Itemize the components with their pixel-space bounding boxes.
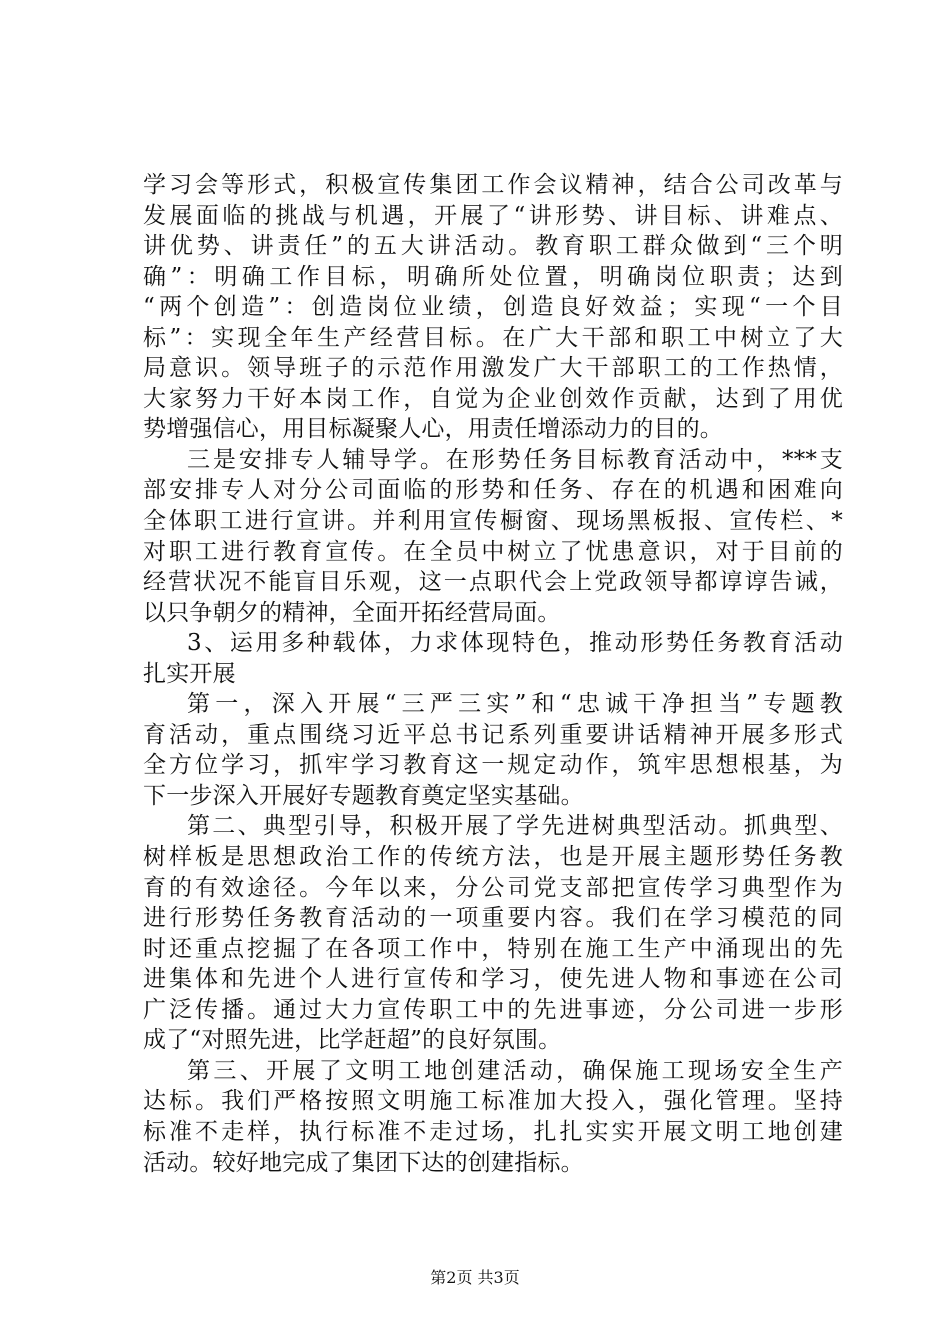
- paragraph-first-line: 第三、开展了文明工地创建活动，确保施工现场安全生产: [187, 1057, 843, 1084]
- text-line: 树样板是思想政治工作的传统方法，也是开展主题形势任务教: [143, 844, 843, 871]
- text-line: 时还重点挖掘了在各项工作中，特别在施工生产中涌现出的先: [143, 935, 843, 962]
- text-line: 发展面临的挑战与机遇，开展了“讲形势、讲目标、讲难点、: [143, 202, 843, 229]
- body-text: [143, 170, 843, 1178]
- text-line: 全方位学习，抓牢学习教育这一规定动作，筑牢思想根基，为: [143, 752, 843, 779]
- text-line: 下一步深入开展好专题教育奠定坚实基础。: [143, 782, 584, 809]
- text-line: 活动。较好地完成了集团下达的创建指标。: [143, 1149, 584, 1176]
- text-line: 进集体和先进个人进行宣传和学习，使先进人物和事迹在公司: [143, 966, 843, 993]
- text-line: 广泛传播。通过大力宣传职工中的先进事迹，分公司进一步形: [143, 996, 843, 1023]
- text-line: 经营状况不能盲目乐观，这一点职代会上党政领导都谆谆告诫，: [143, 569, 843, 596]
- text-line: 确”：明确工作目标，明确所处位置，明确岗位职责；达到: [143, 263, 843, 290]
- text-line: 进行形势任务教育活动的一项重要内容。我们在学习模范的同: [143, 905, 843, 932]
- text-line: 讲优势、讲责任”的五大讲活动。教育职工群众做到“三个明: [143, 233, 843, 260]
- text-line: 对职工进行教育宣传。在全员中树立了忧患意识，对于目前的: [143, 538, 843, 565]
- text-line: “两个创造”：创造岗位业绩，创造良好效益；实现“一个目: [143, 294, 843, 321]
- text-line: 部安排专人对分公司面临的形势和任务、存在的机遇和困难向: [143, 477, 843, 504]
- text-line: 大家努力干好本岗工作，自觉为企业创效作贡献，达到了用优: [143, 385, 843, 412]
- text-line: 局意识。领导班子的示范作用激发广大干部职工的工作热情，: [143, 355, 843, 382]
- text-line: 学习会等形式，积极宣传集团工作会议精神，结合公司改革与: [143, 172, 843, 198]
- paragraph-first-line: 第一，深入开展“三严三实”和“忠诚干净担当”专题教: [187, 691, 843, 718]
- section-heading-line: 扎实开展: [143, 660, 236, 687]
- page-number-footer: 第2页 共3页: [430, 1268, 520, 1287]
- text-line: 成了“对照先进，比学赶超”的良好氛围。: [143, 1027, 562, 1054]
- text-line: 势增强信心，用目标凝聚人心，用责任增添动力的目的。: [143, 416, 723, 443]
- section-heading-line: 3、运用多种载体，力求体现特色，推动形势任务教育活动: [187, 630, 843, 657]
- text-line: 育活动，重点围绕习近平总书记系列重要讲话精神开展多形式: [143, 721, 843, 748]
- text-line: 育的有效途径。今年以来，分公司党支部把宣传学习典型作为: [143, 874, 843, 901]
- text-line: 标”：实现全年生产经营目标。在广大干部和职工中树立了大: [143, 324, 843, 351]
- text-line: 标准不走样，执行标准不走过场，扎扎实实开展文明工地创建: [143, 1118, 843, 1145]
- text-line: 以只争朝夕的精神，全面开拓经营局面。: [143, 599, 561, 626]
- paragraph-first-line: 第二、典型引导，积极开展了学先进树典型活动。抓典型、: [187, 813, 843, 840]
- text-line: 全体职工进行宣讲。并利用宣传橱窗、现场黑板报、宣传栏、*: [143, 508, 843, 535]
- text-line: 达标。我们严格按照文明施工标准加大投入，强化管理。坚持: [143, 1088, 843, 1115]
- paragraph-first-line: 三是安排专人辅导学。在形势任务目标教育活动中，***支: [187, 446, 843, 473]
